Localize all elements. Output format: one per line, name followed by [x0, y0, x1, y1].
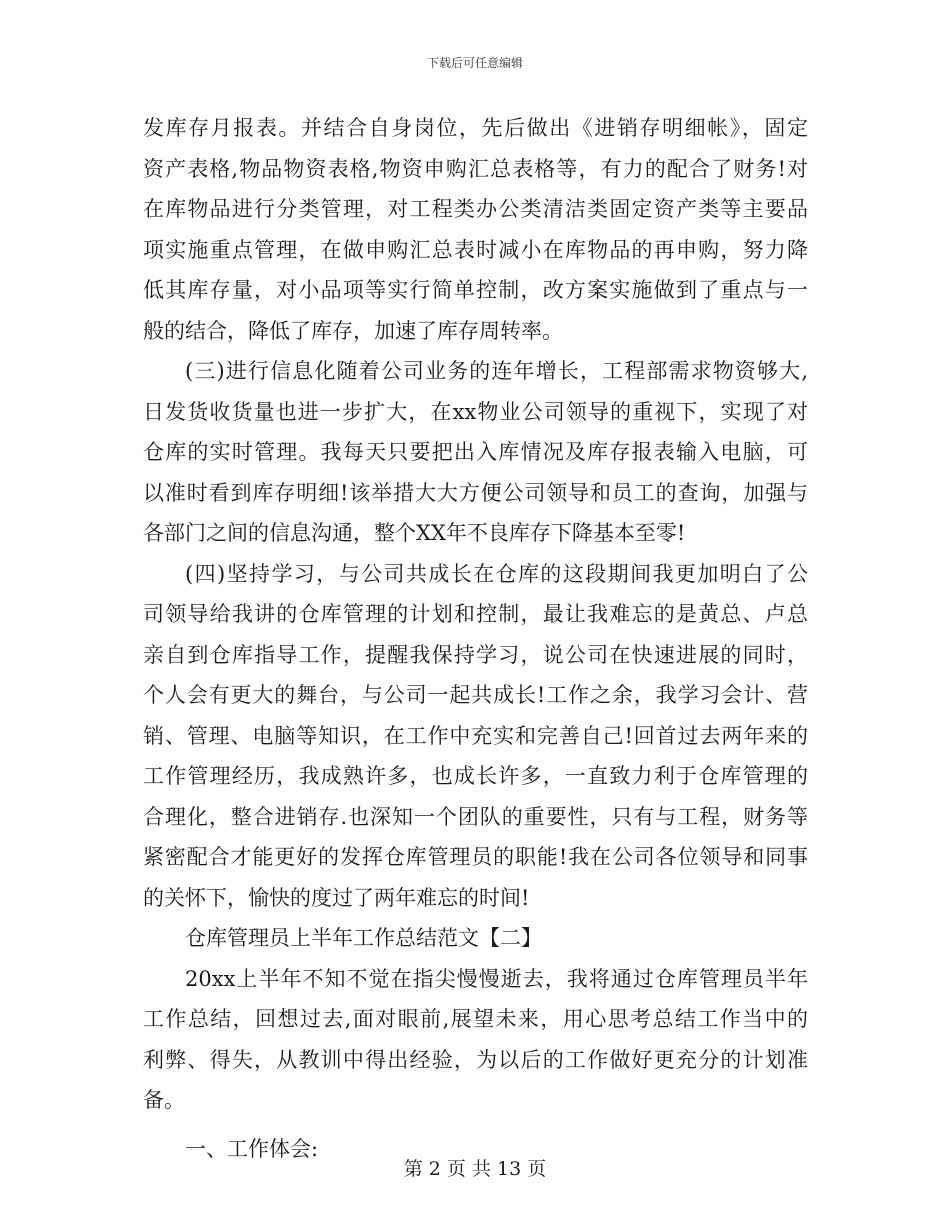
page-number: 第 2 页 共 13 页	[403, 1158, 547, 1180]
paragraph-line: 般的结合，降低了库存，加速了库存周转率。	[143, 318, 563, 343]
paragraph-line: 发库存月报表。并结合自身岗位，先后做出《进销存明细帐》，固定	[143, 116, 808, 140]
paragraph-line: 工作总结，回想过去,面对眼前,展望未来，用心思考总结工作当中的	[143, 1007, 808, 1031]
paragraph-line: 日发货收货量也进一步扩大，在xx物业公司领导的重视下，实现了对	[143, 399, 808, 424]
paragraph-line: 个人会有更大的舞台，与公司一起共成长!工作之余，我学习会计、营	[143, 683, 808, 707]
paragraph-line: 司领导给我讲的仓库管理的计划和控制，最让我难忘的是黄总、卢总	[143, 602, 808, 626]
paragraph-line: 20xx上半年不知不觉在指尖慢慢逝去，我将通过仓库管理员半年	[185, 966, 808, 991]
spacer	[143, 1121, 808, 1129]
paragraph-line: 紧密配合才能更好的发挥仓库管理员的职能!我在公司各位领导和同事	[143, 845, 808, 869]
paragraph-line: 工作管理经历，我成熟许多，也成长许多，一直致力利于仓库管理的	[143, 764, 808, 788]
paragraph-line: 各部门之间的信息沟通，整个XX年不良库存下降基本至零!	[143, 521, 686, 545]
paragraph-line: 备。	[143, 1088, 185, 1112]
document-body	[143, 108, 808, 1169]
paragraph-line: 资产表格,物品物资表格,物资申购汇总表格等，有力的配合了财务!对	[143, 156, 808, 181]
section-heading: 仓库管理员上半年工作总结范文【二】	[185, 926, 542, 950]
paragraph-line: 项实施重点管理，在做申购汇总表时减小在库物品的再申购，努力降	[143, 237, 808, 262]
paragraph-line: 以准时看到库存明细!该举措大大方便公司领导和员工的查询，加强与	[143, 480, 808, 505]
paragraph-line: 销、管理、电脑等知识，在工作中充实和完善自己!回首过去两年来的	[143, 723, 808, 748]
paragraph-line: (四)坚持学习，与公司共成长在仓库的这段期间我更加明白了公	[185, 561, 808, 586]
paragraph-line: 利弊、得失，从教训中得出经验，为以后的工作做好更充分的计划准	[143, 1047, 808, 1072]
paragraph-line: 低其库存量，对小品项等实行简单控制，改方案实施做到了重点与一	[143, 278, 808, 302]
paragraph-line: 在库物品进行分类管理，对工程类办公类清洁类固定资产类等主要品	[143, 197, 808, 221]
paragraph-line: 的关怀下，愉快的度过了两年难忘的时间!	[143, 885, 530, 910]
page-header-note: 下载后可任意编辑	[426, 56, 523, 70]
subsection-heading: 一、工作体会:	[185, 1136, 319, 1161]
paragraph-line: 合理化，整合进销存.也深知一个团队的重要性，只有与工程，财务等	[143, 804, 808, 829]
paragraph-line: (三)进行信息化随着公司业务的连年增长，工程部需求物资够大,	[185, 359, 808, 383]
paragraph-line: 亲自到仓库指导工作，提醒我保持学习，说公司在快速进展的同时，	[143, 642, 808, 667]
paragraph-line: 仓库的实时管理。我每天只要把出入库情况及库存报表输入电脑，可	[143, 440, 808, 464]
